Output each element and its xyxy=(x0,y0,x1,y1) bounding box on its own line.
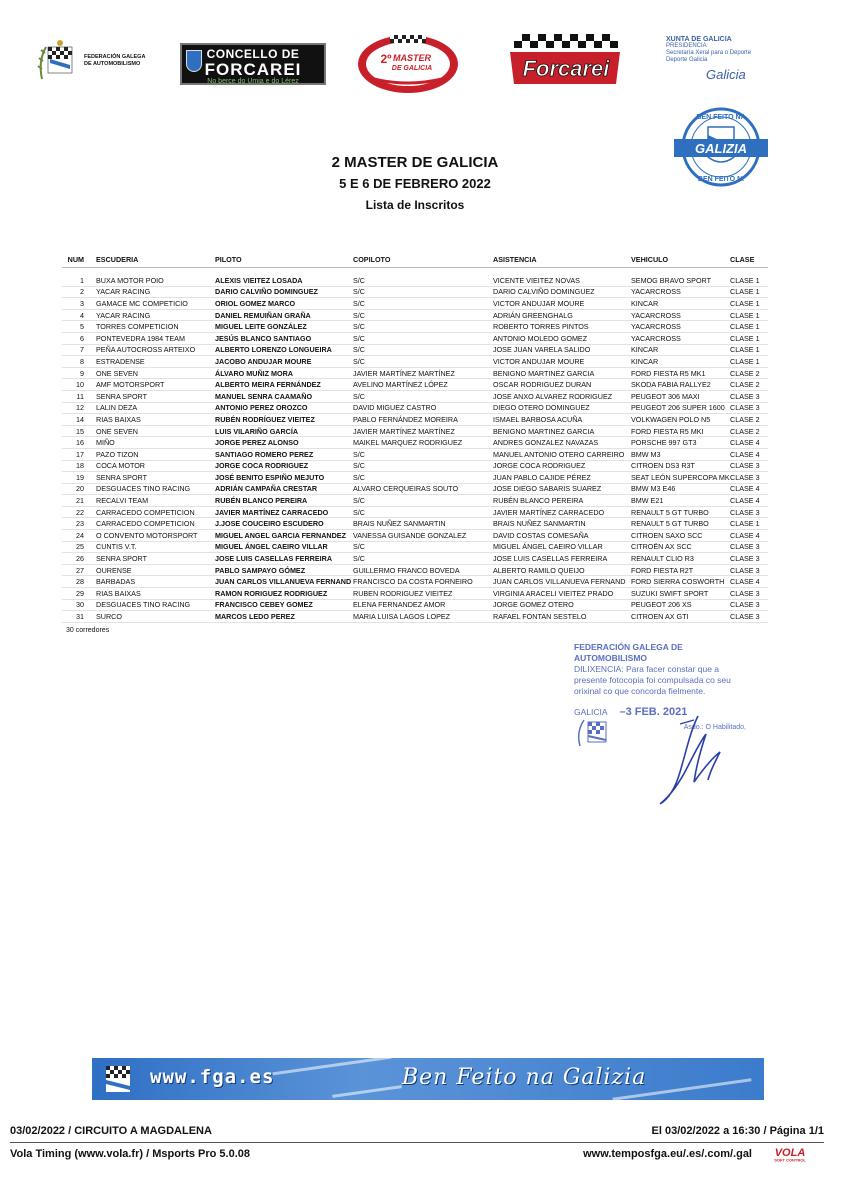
svg-text:DE GALICIA: DE GALICIA xyxy=(391,65,433,72)
cell-piloto: JOSÉ BENITO ESPIÑO MEJUTO xyxy=(215,472,325,482)
cell-copiloto: PABLO FERNÁNDEZ MOREIRA xyxy=(353,414,458,424)
xunta-line4: Deporte Galicia xyxy=(666,57,708,63)
cell-asistencia: BRAIS NUÑEZ SANMARTIN xyxy=(493,519,586,529)
cell-piloto: MIGUEL ÁNGEL CAEIRO VILLAR xyxy=(215,542,328,552)
table-row xyxy=(62,275,768,287)
cell-vehiculo: RENAULT CLIO R3 xyxy=(631,554,694,564)
concello-forcarei-logo xyxy=(180,43,326,85)
cell-vehiculo: YACARCROSS xyxy=(631,287,681,297)
cell-num: 28 xyxy=(76,577,84,587)
cell-piloto: RAMON RORIGUEZ RODRIGUEZ xyxy=(215,588,328,598)
cell-asistencia: VIRGINIA ARACELI VIEITEZ PRADO xyxy=(493,588,614,598)
cell-clase: CLASE 1 xyxy=(730,287,760,297)
cell-copiloto: ELENA FERNANDEZ AMOR xyxy=(353,600,446,610)
table-row xyxy=(62,298,768,310)
stamp-date: –3 FEB. 2021 xyxy=(619,706,688,718)
cell-piloto: JACOBO ANDUJAR MOURE xyxy=(215,356,312,366)
cell-vehiculo: CITROËN AX SCC xyxy=(631,542,692,552)
cell-asistencia: RAFAEL FONTAN SESTELO xyxy=(493,612,587,622)
cell-escuderia: CUNTIS V.T. xyxy=(96,542,137,552)
cell-vehiculo: RENAULT 5 GT TURBO xyxy=(631,507,709,517)
cell-escuderia: SENRA SPORT xyxy=(96,472,147,482)
col-header-vehiculo: VEHICULO xyxy=(631,255,669,264)
cell-escuderia: MIÑO xyxy=(96,438,115,448)
cell-piloto: RUBÉN RODRÍGUEZ VIEITEZ xyxy=(215,414,315,424)
cell-num: 20 xyxy=(76,484,84,494)
banner-url: www.fga.es xyxy=(150,1066,275,1088)
cell-asistencia: VICENTE VIEITEZ NOVAS xyxy=(493,275,580,285)
cell-copiloto: DAVID MIGUEZ CASTRO xyxy=(353,403,437,413)
seal-top-text: BEN FEITO NA xyxy=(696,114,746,121)
footer-timestamp-page: El 03/02/2022 a 16:30 / Página 1/1 xyxy=(651,1125,824,1137)
cell-escuderia: CARRACEDO COMPETICION xyxy=(96,519,195,529)
vola-logo-sub: SOFT CONTROL xyxy=(774,1157,806,1162)
cell-copiloto: S/C xyxy=(353,298,365,308)
cell-asistencia: BENIGNO MARTINEZ GARCIA xyxy=(493,368,595,378)
cell-piloto: ALEXIS VIEITEZ LOSADA xyxy=(215,275,303,285)
cell-num: 11 xyxy=(76,391,84,401)
table-row xyxy=(62,565,768,577)
cell-vehiculo: KINCAR xyxy=(631,345,659,355)
table-row xyxy=(62,379,768,391)
cell-num: 14 xyxy=(76,414,84,424)
cell-piloto: ANTONIO PEREZ OROZCO xyxy=(215,403,308,413)
table-row xyxy=(62,368,768,380)
cell-vehiculo: SEAT LEÓN SUPERCOPA MK xyxy=(631,472,730,482)
table-row xyxy=(62,449,768,461)
fga-logo-text: FEDERACIÓN GALEGA DE AUTOMOBILISMO xyxy=(84,54,146,67)
cell-piloto: JORGE COCA RODRIGUEZ xyxy=(215,461,309,471)
cell-copiloto: S/C xyxy=(353,322,365,332)
cell-asistencia: ADRIÁN GREENGHALG xyxy=(493,310,573,320)
cell-copiloto: S/C xyxy=(353,507,365,517)
xunta-galicia-logo xyxy=(666,36,766,92)
cell-asistencia: VICTOR ANDUJAR MOURE xyxy=(493,298,585,308)
svg-text:MASTER: MASTER xyxy=(393,53,431,63)
fga-logo xyxy=(36,36,176,86)
forcarei-rally-logo-icon xyxy=(508,32,624,92)
cell-copiloto: VANESSA GUISANDE GONZALEZ xyxy=(353,530,467,540)
svg-text:Forcarei: Forcarei xyxy=(522,56,610,81)
table-row xyxy=(62,542,768,554)
table-row xyxy=(62,333,768,345)
cell-piloto: ALBERTO MEIRA FERNÁNDEZ xyxy=(215,380,321,390)
event-title: 2 MASTER DE GALICIA xyxy=(331,154,499,171)
cell-escuderia: PONTEVEDRA 1984 TEAM xyxy=(96,333,185,343)
cell-vehiculo: CITROEN AX GTI xyxy=(631,612,689,622)
cell-vehiculo: CITROEN SAXO SCC xyxy=(631,530,703,540)
cell-num: 9 xyxy=(80,368,84,378)
cell-piloto: JUAN CARLOS VILLANUEVA FERNAND xyxy=(215,577,352,587)
cell-clase: CLASE 3 xyxy=(730,542,760,552)
cell-piloto: ÁLVARO MUÑIZ MORA xyxy=(215,368,293,378)
cell-piloto: ADRIÁN CAMPAÑA CRESTAR xyxy=(215,484,318,494)
cell-escuderia: YACAR RACING xyxy=(96,310,151,320)
cell-asistencia: JOSE DIEGO SABARIS SUAREZ xyxy=(493,484,602,494)
cell-copiloto: S/C xyxy=(353,542,365,552)
cell-num: 12 xyxy=(76,403,84,413)
seal-bottom-text: BEN FEITO N. xyxy=(697,176,745,183)
cell-clase: CLASE 2 xyxy=(730,414,760,424)
cell-num: 10 xyxy=(76,380,84,390)
col-header-asistencia: ASISTENCIA xyxy=(493,255,537,264)
cell-clase: CLASE 2 xyxy=(730,380,760,390)
stamp-head: FEDERACIÓN GALEGA DE AUTOMOBILISMO xyxy=(574,642,683,663)
cell-num: 31 xyxy=(76,612,84,622)
cell-num: 7 xyxy=(80,345,84,355)
cell-escuderia: DESGUACES TINO RACING xyxy=(96,484,191,494)
entry-count: 30 corredores xyxy=(66,627,110,634)
fga-stamp-emblem-icon xyxy=(576,716,622,752)
cell-copiloto: S/C xyxy=(353,391,365,401)
cell-num: 17 xyxy=(76,449,84,459)
cell-num: 3 xyxy=(80,298,84,308)
master-galicia-badge-icon xyxy=(356,33,460,95)
footer-date-venue: 03/02/2022 / CIRCUITO A MAGDALENA xyxy=(10,1125,212,1137)
cell-escuderia: CARRACEDO COMPETICION xyxy=(96,507,195,517)
cell-num: 1 xyxy=(80,275,84,285)
cell-num: 21 xyxy=(76,496,84,506)
cell-copiloto: ALVARO CERQUEIRAS SOUTO xyxy=(353,484,459,494)
cell-copiloto: MAIKEL MARQUEZ RODRIGUEZ xyxy=(353,438,463,448)
table-row xyxy=(62,426,768,438)
cell-asistencia: ANDRES GONZALEZ NAVAZAS xyxy=(493,438,599,448)
cell-piloto: MANUEL SENRA CAAMAÑO xyxy=(215,391,313,401)
table-row xyxy=(62,345,768,357)
cell-asistencia: ALBERTO RAMILO QUEIJO xyxy=(493,565,585,575)
cell-piloto: SANTIAGO ROMERO PEREZ xyxy=(215,449,314,459)
col-header-piloto: PILOTO xyxy=(215,255,242,264)
cell-num: 27 xyxy=(76,565,84,575)
cell-asistencia: DIEGO OTERO DOMINGUEZ xyxy=(493,403,590,413)
cell-clase: CLASE 3 xyxy=(730,391,760,401)
table-row xyxy=(62,553,768,565)
cell-vehiculo: PORSCHE 997 GT3 xyxy=(631,438,697,448)
cell-clase: CLASE 3 xyxy=(730,507,760,517)
cell-vehiculo: YACARCROSS xyxy=(631,310,681,320)
cell-vehiculo: PEUGEOT 206 XS xyxy=(631,600,692,610)
cell-escuderia: BARBADAS xyxy=(96,577,136,587)
cell-asistencia: ROBERTO TORRES PINTOS xyxy=(493,322,589,332)
cell-escuderia: BUXA MOTOR POIO xyxy=(96,275,164,285)
xunta-galicia-wordmark: Galicia xyxy=(706,67,746,82)
cell-clase: CLASE 4 xyxy=(730,577,760,587)
cell-escuderia: LALIN DEZA xyxy=(96,403,138,413)
cell-copiloto: S/C xyxy=(353,554,365,564)
cell-num: 26 xyxy=(76,554,84,564)
cell-vehiculo: FORD FIESTA R2T xyxy=(631,565,694,575)
cell-asistencia: RUBÉN BLANCO PEREIRA xyxy=(493,496,584,506)
cell-vehiculo: RENAULT 5 GT TURBO xyxy=(631,519,709,529)
galicia-flag-icon xyxy=(100,1062,136,1096)
cell-asistencia: JOSE ANXO ALVAREZ RODRIGUEZ xyxy=(493,391,613,401)
stamp-body: DILIXENCIA: Para facer constar que a presente fotocopia foi compulsada co seu orixinal co que concorda fielmente. xyxy=(574,664,731,696)
galicia-flag-icon xyxy=(36,39,80,83)
cell-asistencia: JAVIER MARTÍNEZ CARRACEDO xyxy=(493,507,605,517)
cell-escuderia: PEÑA AUTOCROSS ARTEIXO xyxy=(96,345,196,355)
cell-escuderia: ONE SEVEN xyxy=(96,368,138,378)
footer-divider xyxy=(10,1142,824,1143)
cell-num: 5 xyxy=(80,322,84,332)
cell-piloto: ORIOL GOMEZ MARCO xyxy=(215,298,296,308)
cell-copiloto: S/C xyxy=(353,496,365,506)
entry-list-table xyxy=(62,252,768,623)
cell-copiloto: FRANCISCO DA COSTA FORNEIRO xyxy=(353,577,473,587)
table-header xyxy=(62,252,768,268)
cell-clase: CLASE 4 xyxy=(730,438,760,448)
cell-escuderia: ONE SEVEN xyxy=(96,426,138,436)
cell-asistencia: ANTONIO MOLEDO GOMEZ xyxy=(493,333,588,343)
stamp-auth: Asdo.: O Habilitado, xyxy=(683,724,746,731)
cell-escuderia: PAZO TIZON xyxy=(96,449,139,459)
cell-asistencia: MIGUEL ÁNGEL CAEIRO VILLAR xyxy=(493,542,603,552)
cell-vehiculo: PEUGEOT 306 MAXI xyxy=(631,391,700,401)
cell-piloto: MIGUEL LEITE GONZÁLEZ xyxy=(215,322,307,332)
cell-vehiculo: YACARCROSS xyxy=(631,322,681,332)
xunta-line2: PRESIDENCIA xyxy=(666,43,707,49)
cell-escuderia: SENRA SPORT xyxy=(96,554,147,564)
col-header-escuderia: ESCUDERIA xyxy=(96,255,139,264)
cell-piloto: JOSE LUIS CASELLAS FERREIRA xyxy=(215,554,333,564)
cell-num: 22 xyxy=(76,507,84,517)
cell-copiloto: MARIA LUISA LAGOS LOPEZ xyxy=(353,612,451,622)
cell-vehiculo: FORD FIESTA R5 MK1 xyxy=(631,368,706,378)
footer-website: www.temposfga.eu/.es/.com/.gal xyxy=(583,1148,752,1160)
cell-piloto: RUBÉN BLANCO PEREIRA xyxy=(215,496,308,506)
cell-escuderia: SENRA SPORT xyxy=(96,391,147,401)
cell-num: 15 xyxy=(76,426,84,436)
cell-clase: CLASE 3 xyxy=(730,565,760,575)
cell-clase: CLASE 1 xyxy=(730,519,760,529)
cell-copiloto: RUBEN RODRIGUEZ VIEITEZ xyxy=(353,588,453,598)
cell-piloto: MIGUEL ANGEL GARCIA FERNANDEZ xyxy=(215,530,346,540)
cell-copiloto: JAVIER MARTÍNEZ MARTÍNEZ xyxy=(353,426,455,436)
cell-piloto: PABLO SAMPAYO GÓMEZ xyxy=(215,565,306,575)
cell-piloto: FRANCISCO CEBEY GOMEZ xyxy=(215,600,313,610)
cell-vehiculo: KINCAR xyxy=(631,356,659,366)
cell-asistencia: JUAN PABLO CAJIDE PÉREZ xyxy=(493,472,591,482)
cell-clase: CLASE 3 xyxy=(730,461,760,471)
xunta-line1: XUNTA DE GALICIA xyxy=(666,36,732,43)
cell-asistencia: VICTOR ANDUJAR MOURE xyxy=(493,356,585,366)
cell-num: 8 xyxy=(80,356,84,366)
cell-copiloto: S/C xyxy=(353,449,365,459)
cell-asistencia: JUAN CARLOS VILLANUEVA FERNAND xyxy=(493,577,626,587)
table-row xyxy=(62,507,768,519)
cell-clase: CLASE 4 xyxy=(730,530,760,540)
cell-clase: CLASE 3 xyxy=(730,612,760,622)
cell-clase: CLASE 1 xyxy=(730,333,760,343)
table-row xyxy=(62,403,768,415)
cell-clase: CLASE 1 xyxy=(730,345,760,355)
cell-copiloto: AVELINO MARTÍNEZ LÓPEZ xyxy=(353,380,448,390)
table-row xyxy=(62,321,768,333)
cell-asistencia: ISMAEL BARBOSA ACUÑA xyxy=(493,414,583,424)
table-body xyxy=(62,275,768,623)
table-row xyxy=(62,530,768,542)
cell-clase: CLASE 1 xyxy=(730,298,760,308)
table-row xyxy=(62,437,768,449)
cell-num: 23 xyxy=(76,519,84,529)
concello-line3: No berce do Umia e do Lérez xyxy=(207,78,299,85)
cell-piloto: ALBERTO LORENZO LONGUEIRA xyxy=(215,345,332,355)
cell-clase: CLASE 4 xyxy=(730,496,760,506)
cell-num: 6 xyxy=(80,333,84,343)
handwritten-signature-icon xyxy=(650,712,730,812)
cell-copiloto: S/C xyxy=(353,287,365,297)
cell-clase: CLASE 1 xyxy=(730,356,760,366)
cell-asistencia: MANUEL ANTONIO OTERO CARREIRO xyxy=(493,449,625,459)
cell-copiloto: S/C xyxy=(353,275,365,285)
xunta-line3: Secretaría Xeral para o Deporte xyxy=(666,50,752,56)
cell-vehiculo: YACARCROSS xyxy=(631,333,681,343)
cell-escuderia: SURCO xyxy=(96,612,122,622)
cell-clase: CLASE 1 xyxy=(730,310,760,320)
stamp-place: GALICIA xyxy=(574,707,608,717)
cell-asistencia: JORGE COCA RODRIGUEZ xyxy=(493,461,586,471)
cell-num: 16 xyxy=(76,438,84,448)
table-row xyxy=(62,461,768,473)
cell-piloto: J.JOSE COUCEIRO ESCUDERO xyxy=(215,519,324,529)
vola-logo-text: VOLA xyxy=(774,1147,806,1159)
cell-escuderia: YACAR RACING xyxy=(96,287,151,297)
cell-vehiculo: PEUGEOT 206 SUPER 1600 xyxy=(631,403,725,413)
cell-piloto: MARCOS LEDO PEREZ xyxy=(215,612,295,622)
cell-clase: CLASE 1 xyxy=(730,275,760,285)
cell-num: 19 xyxy=(76,472,84,482)
cell-vehiculo: FORD FIESTA R5 MKI xyxy=(631,426,704,436)
cell-vehiculo: SKODA FABIA RALLYE2 xyxy=(631,380,711,390)
cell-copiloto: S/C xyxy=(353,472,365,482)
cell-piloto: DARIO CALVIÑO DOMINGUEZ xyxy=(215,287,318,297)
table-row xyxy=(62,576,768,588)
table-row xyxy=(62,287,768,299)
table-row xyxy=(62,472,768,484)
table-row xyxy=(62,310,768,322)
cell-vehiculo: CITROEN DS3 R3T xyxy=(631,461,695,471)
footer-software: Vola Timing (www.vola.fr) / Msports Pro 5.0.08 xyxy=(10,1148,251,1160)
cell-escuderia: TORRES COMPETICION xyxy=(96,322,179,332)
cell-piloto: JAVIER MARTÍNEZ CARRACEDO xyxy=(215,507,329,517)
col-header-clase: CLASE xyxy=(730,255,755,264)
cell-escuderia: O CONVENTO MOTORSPORT xyxy=(96,530,198,540)
table-row xyxy=(62,611,768,623)
cell-clase: CLASE 3 xyxy=(730,588,760,598)
cell-escuderia: AMF MOTORSPORT xyxy=(96,380,165,390)
cell-copiloto: JAVIER MARTÍNEZ MARTÍNEZ xyxy=(353,368,455,378)
cell-vehiculo: BMW E21 xyxy=(631,496,664,506)
event-dates: 5 E 6 DE FEBRERO 2022 xyxy=(339,176,491,191)
cell-num: 25 xyxy=(76,542,84,552)
cell-vehiculo: KINCAR xyxy=(631,298,659,308)
vola-logo-icon xyxy=(756,1146,824,1162)
col-header-num: NUM xyxy=(67,255,84,264)
cell-escuderia: ESTRADENSE xyxy=(96,356,145,366)
cell-copiloto: S/C xyxy=(353,345,365,355)
cell-clase: CLASE 3 xyxy=(730,600,760,610)
table-row xyxy=(62,495,768,507)
cell-piloto: LUIS VILARIÑO GARCÍA xyxy=(215,426,299,436)
cell-num: 2 xyxy=(80,287,84,297)
cell-vehiculo: SUZUKI SWIFT SPORT xyxy=(631,588,709,598)
cell-copiloto: BRAIS NUÑEZ SANMARTIN xyxy=(353,519,446,529)
cell-clase: CLASE 3 xyxy=(730,403,760,413)
cell-escuderia: RIAS BAIXAS xyxy=(96,414,141,424)
cell-escuderia: DESGUACES TINO RACING xyxy=(96,600,191,610)
table-row xyxy=(62,414,768,426)
cell-copiloto: S/C xyxy=(353,356,365,366)
document-title-block xyxy=(230,154,600,212)
cell-asistencia: JOSE LUIS CASELLAS FERREIRA xyxy=(493,554,608,564)
table-row xyxy=(62,588,768,600)
table-row xyxy=(62,391,768,403)
cell-asistencia: OSCAR RODRIGUEZ DURAN xyxy=(493,380,592,390)
fga-banner xyxy=(92,1058,764,1100)
cell-num: 18 xyxy=(76,461,84,471)
banner-motto: Ben Feito na Galizia xyxy=(402,1065,647,1090)
concello-line2: FORCAREI xyxy=(204,60,302,79)
cell-copiloto: S/C xyxy=(353,461,365,471)
cell-num: 4 xyxy=(80,310,84,320)
ben-feito-na-galizia-seal-icon xyxy=(668,105,774,189)
cell-vehiculo: VOLKWAGEN POLO N5 xyxy=(631,414,711,424)
cell-clase: CLASE 3 xyxy=(730,472,760,482)
table-row xyxy=(62,600,768,612)
cell-clase: CLASE 4 xyxy=(730,449,760,459)
cell-escuderia: OURENSE xyxy=(96,565,132,575)
cell-asistencia: BENIGNO MARTINEZ GARCIA xyxy=(493,426,595,436)
cell-clase: CLASE 2 xyxy=(730,426,760,436)
cell-vehiculo: SEMOG BRAVO SPORT xyxy=(631,275,712,285)
cell-vehiculo: BMW M3 E46 xyxy=(631,484,676,494)
shield-icon xyxy=(186,50,202,72)
cell-escuderia: COCA MOTOR xyxy=(96,461,145,471)
cell-copiloto: S/C xyxy=(353,310,365,320)
cell-copiloto: S/C xyxy=(353,333,365,343)
cell-escuderia: RIAS BAIXAS xyxy=(96,588,141,598)
cell-clase: CLASE 1 xyxy=(730,322,760,332)
cell-asistencia: JORGE GOMEZ OTERO xyxy=(493,600,574,610)
seal-mid-text: GALIZIA xyxy=(695,141,747,156)
svg-text:2º: 2º xyxy=(380,52,392,66)
cell-piloto: JESÚS BLANCO SANTIAGO xyxy=(215,333,312,343)
cell-num: 24 xyxy=(76,530,84,540)
cell-num: 30 xyxy=(76,600,84,610)
document-subtitle: Lista de Inscritos xyxy=(365,198,465,212)
cell-asistencia: DARIO CALVIÑO DOMINGUEZ xyxy=(493,287,595,297)
cell-asistencia: JOSE JUAN VARELA SALIDO xyxy=(493,345,591,355)
cell-clase: CLASE 4 xyxy=(730,484,760,494)
cell-clase: CLASE 2 xyxy=(730,368,760,378)
table-row xyxy=(62,518,768,530)
cell-piloto: JORGE PEREZ ALONSO xyxy=(215,438,299,448)
cell-piloto: DANIEL REMUIÑAN GRAÑA xyxy=(215,310,311,320)
cell-vehiculo: BMW M3 xyxy=(631,449,661,459)
cell-escuderia: GAMACE MC COMPETICIO xyxy=(96,298,188,308)
cell-num: 29 xyxy=(76,588,84,598)
cell-escuderia: RECALVI TEAM xyxy=(96,496,149,506)
cell-asistencia: DAVID COSTAS COMESAÑA xyxy=(493,530,589,540)
cell-clase: CLASE 3 xyxy=(730,554,760,564)
table-row xyxy=(62,356,768,368)
cell-vehiculo: FORD SIERRA COSWORTH xyxy=(631,577,725,587)
concello-line1: CONCELLO DE xyxy=(206,47,300,61)
table-row xyxy=(62,484,768,496)
cell-copiloto: GUILLERMO FRANCO BOVEDA xyxy=(353,565,460,575)
col-header-copiloto: COPILOTO xyxy=(353,255,391,264)
